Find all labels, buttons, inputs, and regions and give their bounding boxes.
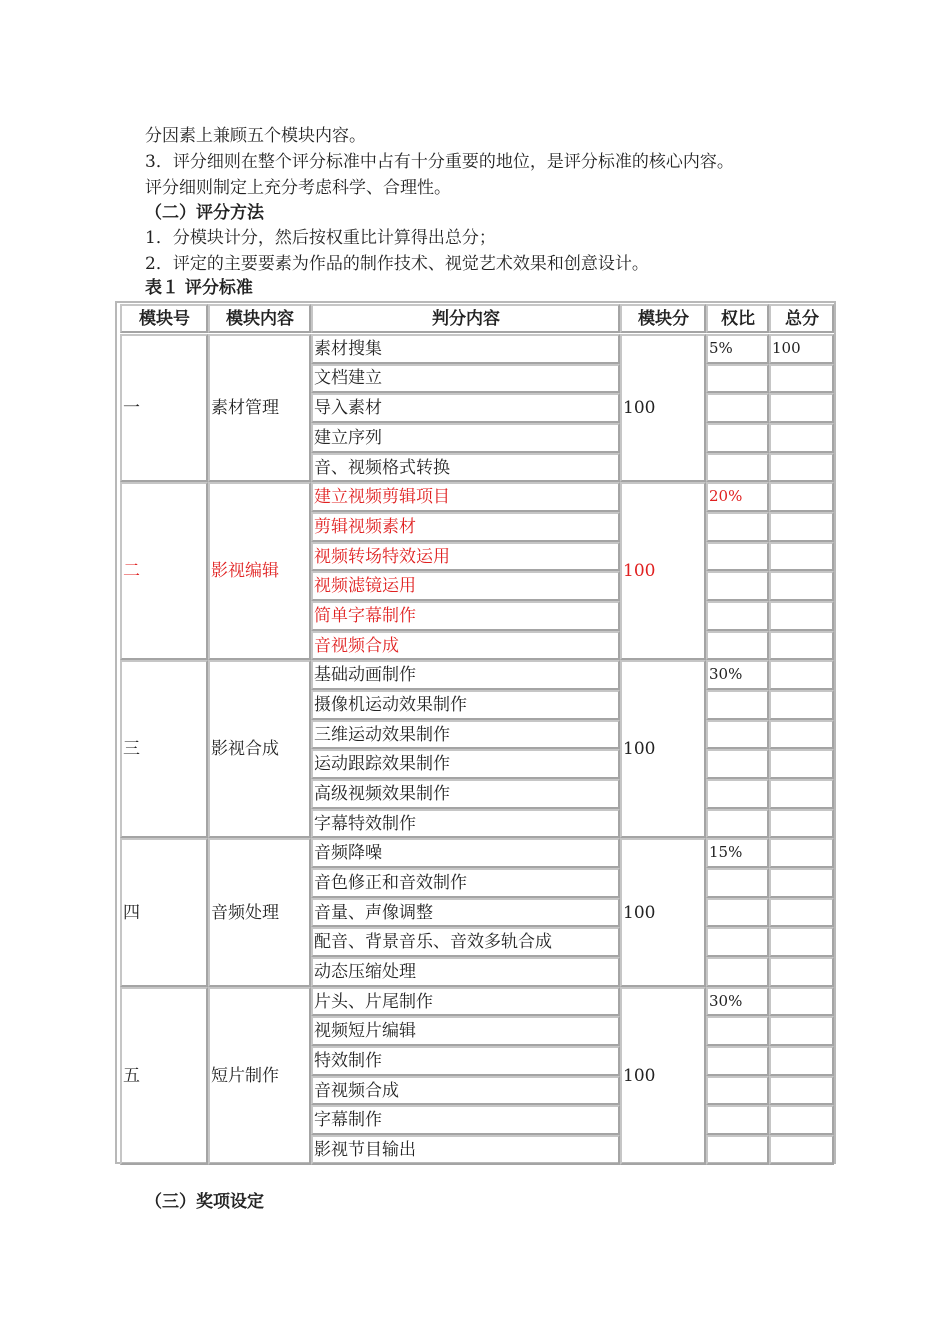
weight-cell-empty: [706, 1135, 769, 1165]
table-caption: 表１ 评分标准: [145, 278, 253, 298]
weight-cell-empty: [706, 957, 769, 987]
total-cell-empty: [769, 720, 834, 750]
module-score: 100: [620, 482, 706, 660]
weight-cell-empty: [706, 868, 769, 898]
weight-cell-empty: [706, 601, 769, 631]
module-name: 短片制作: [208, 987, 311, 1165]
module-weight: 5%: [706, 334, 769, 364]
header-scoring-content: 判分内容: [311, 304, 620, 333]
scoring-item: 视频短片编辑: [311, 1016, 620, 1046]
weight-cell-empty: [706, 927, 769, 957]
paragraph-4: 1．分模块计分，然后按权重比计算得出总分；: [145, 228, 496, 248]
weight-cell-empty: [706, 1076, 769, 1106]
section-heading-awards: （三）奖项设定: [145, 1192, 264, 1212]
total-cell-empty: [769, 1076, 834, 1106]
paragraph-5: 2．评定的主要要素为作品的制作技术、视觉艺术效果和创意设计。: [145, 254, 649, 274]
total-cell-empty: [769, 601, 834, 631]
weight-cell-empty: [706, 542, 769, 572]
weight-cell-empty: [706, 393, 769, 423]
scoring-item: 动态压缩处理: [311, 957, 620, 987]
scoring-item: 音频降噪: [311, 838, 620, 868]
total-cell-empty: [769, 957, 834, 987]
weight-cell-empty: [706, 779, 769, 809]
paragraph-1: 分因素上兼顾五个模块内容。: [145, 126, 366, 146]
scoring-item: 剪辑视频素材: [311, 512, 620, 542]
total-cell-empty: [769, 631, 834, 661]
scoring-item: 特效制作: [311, 1046, 620, 1076]
module-number: 二: [120, 482, 208, 660]
module-total: [769, 838, 834, 868]
scoring-item: 音、视频格式转换: [311, 453, 620, 483]
module-score: 100: [620, 838, 706, 986]
module-weight: 15%: [706, 838, 769, 868]
header-module-score: 模块分: [620, 304, 706, 333]
total-cell-empty: [769, 1135, 834, 1165]
header-module-no: 模块号: [120, 304, 208, 333]
scoring-item: 字幕制作: [311, 1105, 620, 1135]
scoring-item: 字幕特效制作: [311, 809, 620, 839]
module-number: 四: [120, 838, 208, 986]
total-cell-empty: [769, 749, 834, 779]
scoring-item: 素材搜集: [311, 334, 620, 364]
module-number: 五: [120, 987, 208, 1165]
module-weight: 30%: [706, 660, 769, 690]
header-module-content: 模块内容: [208, 304, 311, 333]
scoring-item: 建立序列: [311, 423, 620, 453]
header-weight: 权比: [706, 304, 769, 333]
header-total: 总分: [769, 304, 834, 333]
scoring-item: 音视频合成: [311, 1076, 620, 1106]
module-number: 一: [120, 334, 208, 482]
total-cell-empty: [769, 393, 834, 423]
total-cell-empty: [769, 868, 834, 898]
module-score: 100: [620, 987, 706, 1165]
scoring-item: 导入素材: [311, 393, 620, 423]
module-name: 音频处理: [208, 838, 311, 986]
scoring-item: 视频滤镜运用: [311, 571, 620, 601]
module-name: 影视合成: [208, 660, 311, 838]
weight-cell-empty: [706, 631, 769, 661]
weight-cell-empty: [706, 898, 769, 928]
module-weight: 30%: [706, 987, 769, 1017]
module-total: [769, 482, 834, 512]
module-total: [769, 987, 834, 1017]
weight-cell-empty: [706, 453, 769, 483]
total-cell-empty: [769, 1016, 834, 1046]
scoring-item: 建立视频剪辑项目: [311, 482, 620, 512]
scoring-item: 片头、片尾制作: [311, 987, 620, 1017]
scoring-item: 摄像机运动效果制作: [311, 690, 620, 720]
total-cell-empty: [769, 453, 834, 483]
weight-cell-empty: [706, 571, 769, 601]
scoring-item: 音视频合成: [311, 631, 620, 661]
module-score: 100: [620, 334, 706, 482]
weight-cell-empty: [706, 1016, 769, 1046]
total-cell-empty: [769, 423, 834, 453]
module-number: 三: [120, 660, 208, 838]
weight-cell-empty: [706, 690, 769, 720]
total-cell-empty: [769, 898, 834, 928]
weight-cell-empty: [706, 364, 769, 394]
total-cell-empty: [769, 364, 834, 394]
total-cell-empty: [769, 571, 834, 601]
module-name: 影视编辑: [208, 482, 311, 660]
scoring-item: 影视节目输出: [311, 1135, 620, 1165]
scoring-item: 简单字幕制作: [311, 601, 620, 631]
weight-cell-empty: [706, 1046, 769, 1076]
total-cell-empty: [769, 927, 834, 957]
scoring-item: 运动跟踪效果制作: [311, 749, 620, 779]
scoring-item: 文档建立: [311, 364, 620, 394]
scoring-item: 三维运动效果制作: [311, 720, 620, 750]
module-weight: 20%: [706, 482, 769, 512]
total-cell-empty: [769, 542, 834, 572]
weight-cell-empty: [706, 749, 769, 779]
total-cell-empty: [769, 512, 834, 542]
scoring-item: 配音、背景音乐、音效多轨合成: [311, 927, 620, 957]
scoring-item: 视频转场特效运用: [311, 542, 620, 572]
scoring-item: 音色修正和音效制作: [311, 868, 620, 898]
module-name: 素材管理: [208, 334, 311, 482]
module-score: 100: [620, 660, 706, 838]
total-cell-empty: [769, 1105, 834, 1135]
paragraph-2: 3．评分细则在整个评分标准中占有十分重要的地位，是评分标准的核心内容。: [145, 152, 734, 172]
weight-cell-empty: [706, 720, 769, 750]
paragraph-3: 评分细则制定上充分考虑科学、合理性。: [145, 178, 451, 198]
module-total: [769, 660, 834, 690]
total-cell-empty: [769, 809, 834, 839]
module-total: 100: [769, 334, 834, 364]
scoring-item: 音量、声像调整: [311, 898, 620, 928]
weight-cell-empty: [706, 423, 769, 453]
scoring-item: 高级视频效果制作: [311, 779, 620, 809]
total-cell-empty: [769, 690, 834, 720]
scoring-item: 基础动画制作: [311, 660, 620, 690]
weight-cell-empty: [706, 1105, 769, 1135]
weight-cell-empty: [706, 809, 769, 839]
weight-cell-empty: [706, 512, 769, 542]
score-table: [115, 301, 836, 1164]
subheading-scoring-method: （二）评分方法: [145, 203, 264, 223]
total-cell-empty: [769, 1046, 834, 1076]
total-cell-empty: [769, 779, 834, 809]
